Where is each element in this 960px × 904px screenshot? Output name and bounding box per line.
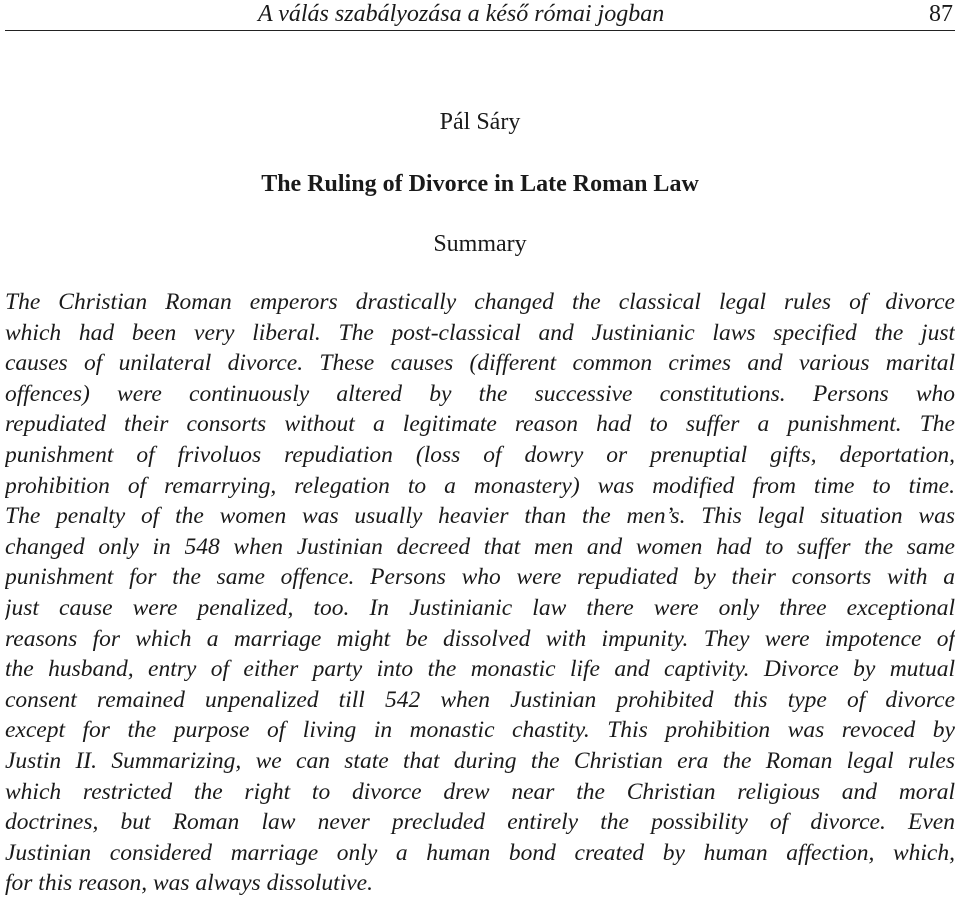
summary-line: offences) were continuously altered by the successive constitutions. Persons who: [5, 380, 955, 407]
summary-line: punishment of frivoluos repudiation (loss of dowry or prenuptial gifts, deportation,: [5, 441, 955, 468]
summary-line: Justin II. Summarizing, we can state that during the Christian era the Roman legal rules: [5, 747, 955, 774]
summary-line: the husband, entry of either party into the monastic life and captivity. Divorce by mutual: [5, 656, 955, 683]
running-header: [5, 0, 955, 31]
running-title: A válás szabályozása a késő római jogban: [258, 1, 665, 27]
summary-line: consent remained unpenalized till 542 when Justinian prohibited this type of divorce: [5, 686, 955, 713]
summary-line: just cause were penalized, too. In Justinianic law there were only three exceptional: [5, 594, 955, 621]
summary-heading: Summary: [433, 231, 527, 257]
summary-line: punishment for the same offence. Persons who were repudiated by their consorts with a: [5, 564, 955, 591]
summary-line: repudiated their consorts without a legitimate reason had to suffer a punishment. The: [5, 411, 955, 438]
summary-line: causes of unilateral divorce. These causes (different common crimes and various marital: [5, 350, 955, 377]
summary-paragraph: [5, 287, 955, 899]
summary-line: Justinian considered marriage only a human bond created by human affection, which,: [5, 839, 955, 866]
author-name: Pál Sáry: [439, 109, 521, 135]
summary-line: doctrines, but Roman law never precluded entirely the possibility of divorce. Even: [5, 809, 955, 836]
article-title: The Ruling of Divorce in Late Roman Law: [261, 171, 699, 197]
summary-line: prohibition of remarrying, relegation to a monastery) was modified from time to time.: [5, 472, 955, 499]
summary-line: which restricted the right to divorce drew near the Christian religious and moral: [5, 778, 955, 805]
summary-line: The Christian Roman emperors drastically changed the classical legal rules of divorce: [5, 289, 955, 315]
summary-line: The penalty of the women was usually heavier than the men’s. This legal situation was: [5, 503, 955, 530]
summary-line: for this reason, was always dissolutive.: [5, 870, 373, 897]
summary-line: which had been very liberal. The post-classical and Justinianic laws specified the just: [5, 319, 955, 346]
summary-line: except for the purpose of living in monastic chastity. This prohibition was revoced by: [5, 717, 955, 744]
page-number: 87: [929, 1, 953, 27]
summary-line: changed only in 548 when Justinian decreed that men and women had to suffer the same: [5, 533, 955, 560]
summary-line: reasons for which a marriage might be dissolved with impunity. They were impotence of: [5, 625, 955, 652]
